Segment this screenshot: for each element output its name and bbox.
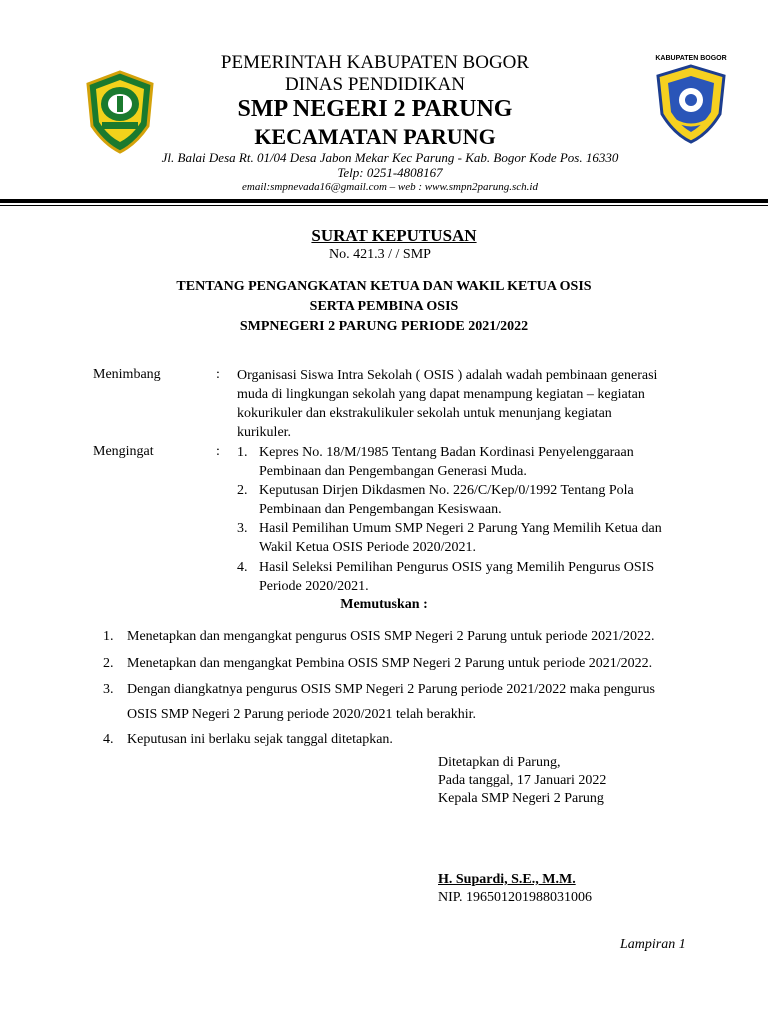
mengingat-colon: : [216, 444, 220, 459]
decree-subject-line: TENTANG PENGANGKATAN KETUA DAN WAKIL KETUA OSIS [176, 279, 592, 294]
signatory-name: H. Supardi, S.E., M.M. [438, 872, 576, 887]
letterhead-divider-thin [0, 205, 768, 206]
signature-place: Ditetapkan di Parung, [438, 755, 561, 770]
letterhead-government: PEMERINTAH KABUPATEN BOGOR [220, 52, 530, 73]
decision-item-number: 1. [103, 629, 114, 644]
mengingat-item-line: Wakil Ketua OSIS Periode 2020/2021. [259, 540, 477, 555]
menimbang-line: Organisasi Siswa Intra Sekolah ( OSIS ) adalah wadah pembinaan generasi [237, 368, 658, 383]
mengingat-item-number: 1. [237, 445, 248, 460]
letterhead-department: DINAS PENDIDIKAN [285, 74, 465, 95]
decree-title: SURAT KEPUTUSAN [311, 226, 477, 245]
decision-item-number: 2. [103, 656, 114, 671]
mengingat-item-number: 4. [237, 560, 248, 575]
letterhead-district: KECAMATAN PARUNG [254, 124, 496, 149]
mengingat-item-line: Hasil Seleksi Pemilihan Pengurus OSIS yang Memilih Pengurus OSIS [259, 560, 655, 575]
letterhead-phone: Telp: 0251-4808167 [337, 165, 443, 180]
decision-item-line: Keputusan ini berlaku sejak tanggal ditetapkan. [127, 732, 393, 747]
mengingat-label: Mengingat [93, 444, 154, 459]
signature-position: Kepala SMP Negeri 2 Parung [438, 791, 604, 806]
logo-right-caption: KABUPATEN BOGOR [655, 55, 727, 62]
letterhead-email-web: email:smpnevada16@gmail.com – web : www.smpn2parung.sch.id [242, 181, 538, 193]
decision-item-line: Menetapkan dan mengangkat pengurus OSIS SMP Negeri 2 Parung untuk periode 2021/2022. [127, 629, 655, 644]
menimbang-line: muda di lingkungan sekolah yang dapat menampung kegiatan – kegiatan [237, 387, 645, 402]
attachment-label: Lampiran 1 [620, 937, 686, 952]
mengingat-item-line: Hasil Pemilihan Umum SMP Negeri 2 Parung Yang Memilih Ketua dan [259, 521, 662, 536]
menimbang-label: Menimbang [93, 367, 161, 382]
decision-item-line: Menetapkan dan mengangkat Pembina OSIS SMP Negeri 2 Parung untuk periode 2021/2022. [127, 656, 653, 671]
mengingat-item-line: Periode 2020/2021. [259, 579, 369, 594]
menimbang-line: kurikuler. [237, 425, 292, 440]
decision-item-line: Dengan diangkatnya pengurus OSIS SMP Negeri 2 Parung periode 2021/2022 maka pengurus [127, 682, 655, 697]
signatory-nip: NIP. 196501201988031006 [438, 890, 593, 905]
kabupaten-bogor-crest-logo [86, 70, 154, 154]
mengingat-item-line: Kepres No. 18/M/1985 Tentang Badan Kordinasi Penyelenggaraan [259, 445, 634, 460]
decree-number: No. 421.3 / / SMP [329, 247, 431, 262]
letterhead-divider-thick [0, 199, 768, 203]
kabupaten-bogor-shield-logo [654, 52, 728, 144]
menimbang-colon: : [216, 367, 220, 382]
letterhead-school-name: SMP NEGERI 2 PARUNG [237, 96, 513, 122]
mengingat-item-line: Pembinaan dan Pengembangan Generasi Muda. [259, 464, 527, 479]
decision-item-number: 4. [103, 732, 114, 747]
decision-item-number: 3. [103, 682, 114, 697]
mengingat-item-number: 3. [237, 521, 248, 536]
letterhead-address: Jl. Balai Desa Rt. 01/04 Desa Jabon Mekar Kec Parung - Kab. Bogor Kode Pos. 16330 [161, 150, 619, 165]
decision-item-line: OSIS SMP Negeri 2 Parung periode 2020/2021 telah berakhir. [127, 707, 477, 722]
mengingat-item-number: 2. [237, 483, 248, 498]
decree-subject-line: SERTA PEMBINA OSIS [309, 299, 459, 314]
mengingat-item-line: Keputusan Dirjen Dikdasmen No. 226/C/Kep/0/1992 Tentang Pola [259, 483, 634, 498]
signature-date: Pada tanggal, 17 Januari 2022 [438, 773, 607, 788]
menimbang-line: kokurikuler dan ekstrakulikuler sekolah untuk menunjang kegiatan [237, 406, 612, 421]
memutuskan-heading: Memutuskan : [340, 597, 428, 612]
decree-subject-line: SMPNEGERI 2 PARUNG PERIODE 2021/2022 [239, 319, 529, 334]
mengingat-item-line: Pembinaan dan Pengembangan Kesiswaan. [259, 502, 502, 517]
